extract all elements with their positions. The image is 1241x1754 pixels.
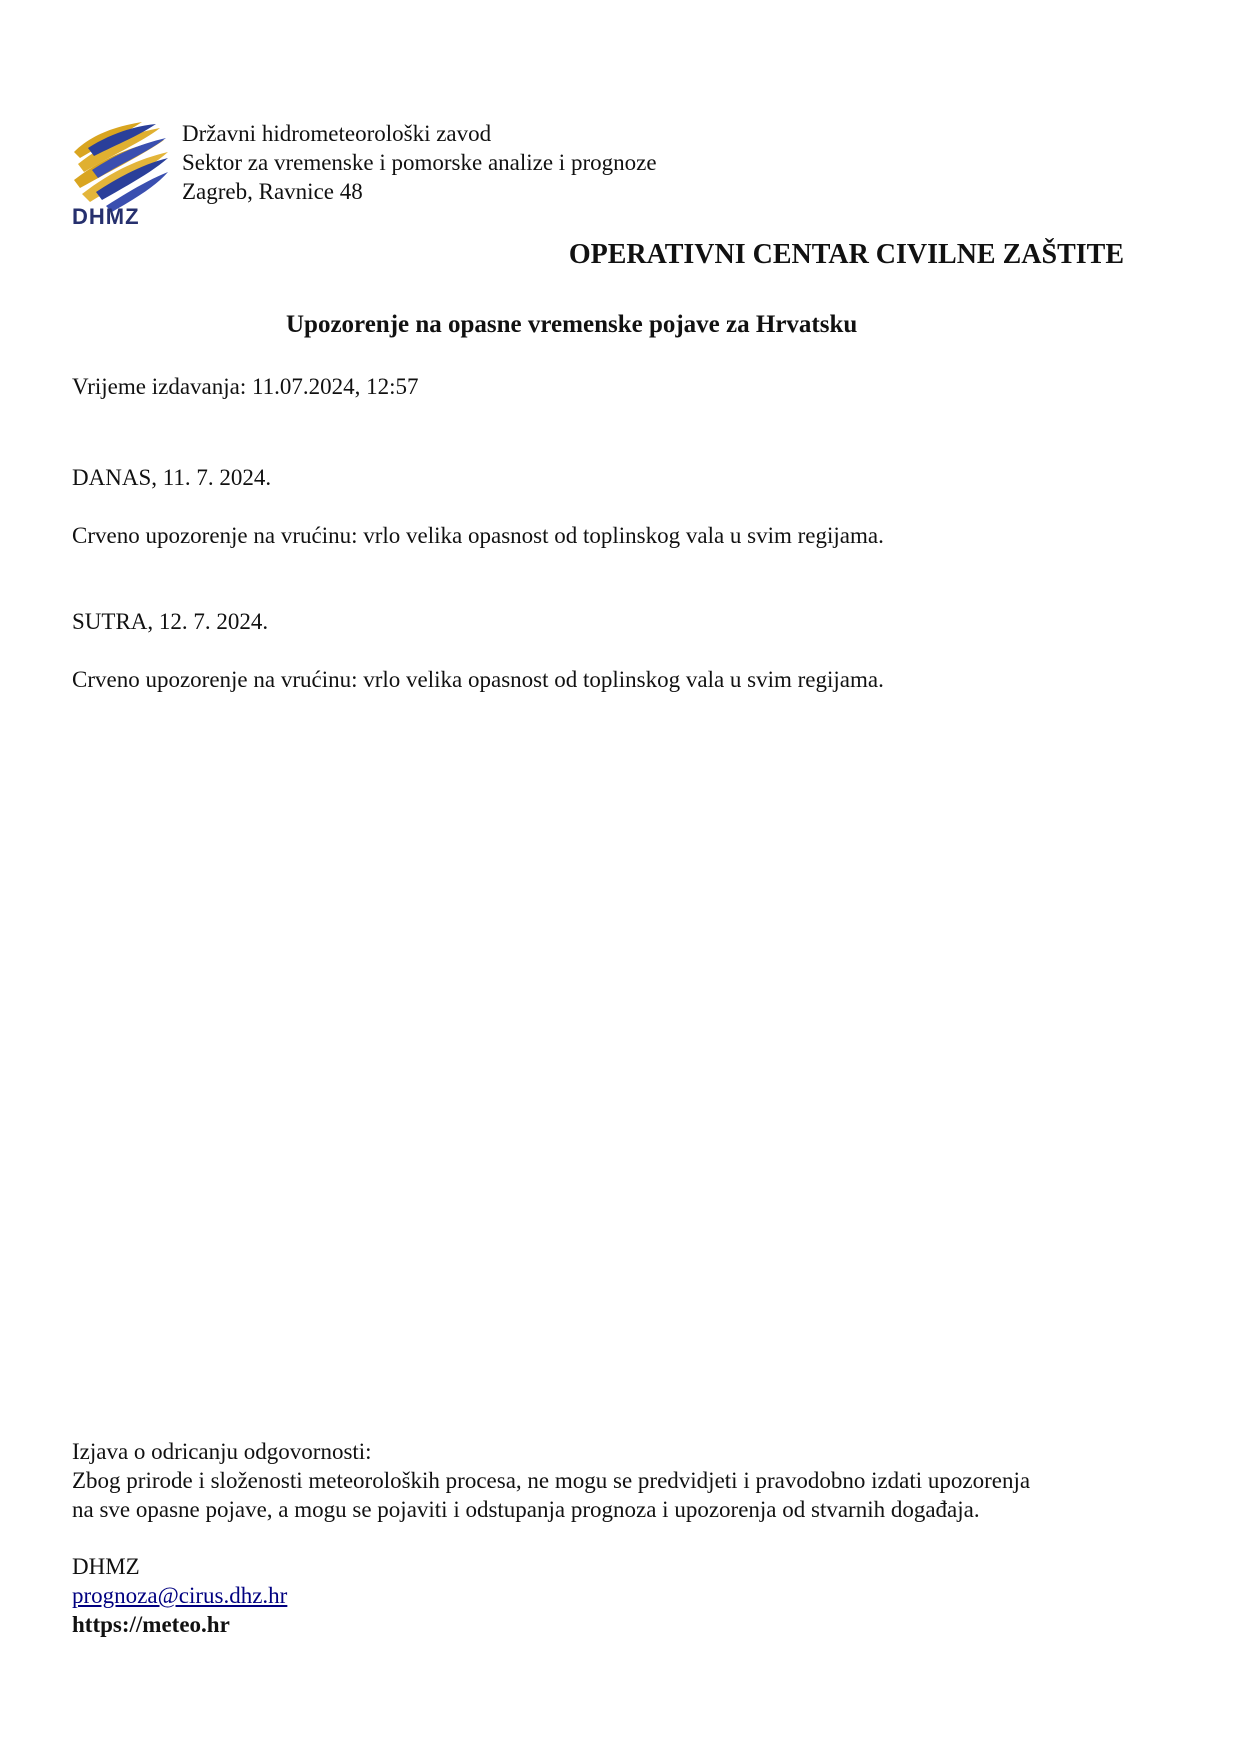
disclaimer-heading: Izjava o odricanju odgovornosti: [72,1439,372,1464]
institution-header [182,119,657,206]
recipient-heading: OPERATIVNI CENTAR CIVILNE ZAŠTITE [568,239,1124,270]
disclaimer-line-1: Zbog prirode i složenosti meteoroloških procesa, ne mogu se predvidjeti i pravodobno izdati upozorenja [72,1468,1031,1493]
day-heading-tomorrow: SUTRA, 12. 7. 2024. [72,609,269,634]
email-link[interactable]: prognoza@cirus.dhz.hr [72,1583,288,1608]
institution-name: Državni hidrometeorološki zavod [182,121,492,146]
disclaimer-line-2: na sve opasne pojave, a mogu se pojaviti i odstupanja prognoza i upozorenja od stvarnih događaja. [72,1497,980,1522]
dhmz-logo [72,114,170,226]
document-title: Upozorenje na opasne vremenske pojave za Hrvatsku [286,311,858,338]
sector-name: Sektor za vremenske i pomorske analize i prognoze [182,150,657,175]
logo-text: DHMZ [72,204,140,226]
footer-org: DHMZ [72,1554,140,1579]
footer [72,1552,287,1639]
disclaimer [72,1437,1030,1524]
day-heading-today: DANAS, 11. 7. 2024. [72,465,272,490]
logo-swirl-icon [74,122,168,212]
warning-today: Crveno upozorenje na vrućinu: vrlo velika opasnost od toplinskog vala u svim regijama. [72,523,884,548]
warning-tomorrow: Crveno upozorenje na vrućinu: vrlo velika opasnost od toplinskog vala u svim regijama. [72,667,884,692]
website-text: https://meteo.hr [72,1612,230,1637]
institution-address: Zagreb, Ravnice 48 [182,179,363,204]
issue-time: Vrijeme izdavanja: 11.07.2024, 12:57 [72,374,419,399]
